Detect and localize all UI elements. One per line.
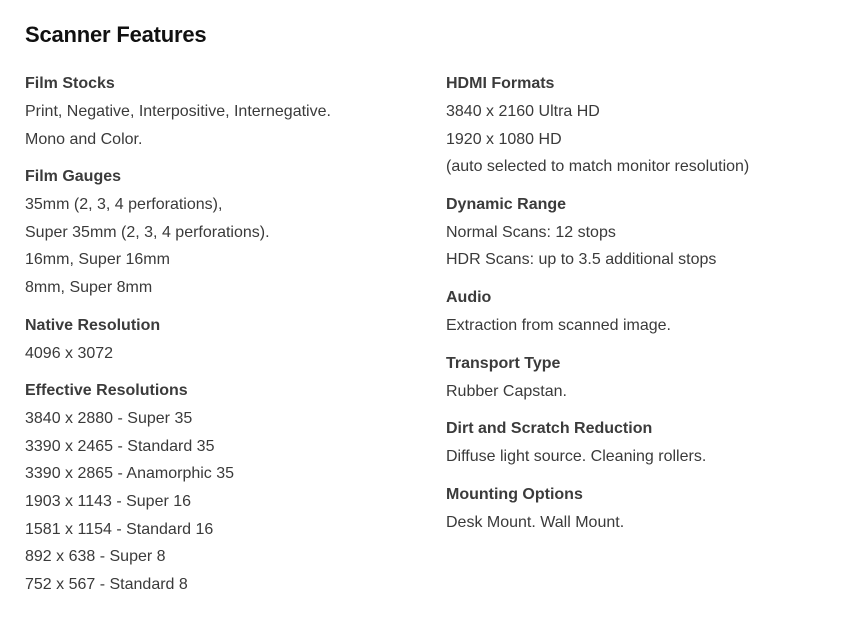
section-transport-type bbox=[446, 352, 846, 406]
spec-line: Extraction from scanned image. bbox=[446, 316, 671, 334]
left-column bbox=[25, 72, 425, 610]
spec-line: 1920 x 1080 HD bbox=[446, 130, 562, 148]
spec-line: Rubber Capstan. bbox=[446, 382, 567, 400]
spec-line: Mono and Color. bbox=[25, 130, 143, 148]
section-audio bbox=[446, 286, 846, 340]
section-film-stocks bbox=[25, 72, 425, 153]
section-heading: Film Stocks bbox=[25, 75, 115, 92]
spec-line: Super 35mm (2, 3, 4 perforations). bbox=[25, 223, 270, 241]
spec-line: HDR Scans: up to 3.5 additional stops bbox=[446, 251, 717, 269]
section-dynamic-range bbox=[446, 193, 846, 274]
section-heading: Mounting Options bbox=[446, 485, 583, 503]
spec-line: 4096 x 3072 bbox=[25, 344, 114, 362]
section-heading: Audio bbox=[446, 288, 492, 306]
section-heading: HDMI Formats bbox=[446, 75, 555, 92]
spec-line: 1903 x 1143 - Super 16 bbox=[25, 492, 192, 510]
spec-line: Diffuse light source. Cleaning rollers. bbox=[446, 448, 707, 466]
section-film-gauges bbox=[25, 165, 425, 301]
section-heading: Dirt and Scratch Reduction bbox=[446, 420, 653, 438]
spec-line: 3390 x 2865 - Anamorphic 35 bbox=[25, 465, 235, 483]
spec-line: Desk Mount. Wall Mount. bbox=[446, 513, 625, 531]
spec-line: (auto selected to match monitor resolution) bbox=[446, 158, 750, 176]
section-mounting-options bbox=[446, 483, 846, 537]
spec-line: 3840 x 2160 Ultra HD bbox=[446, 103, 600, 120]
section-heading: Native Resolution bbox=[25, 316, 161, 334]
spec-line: 3840 x 2880 - Super 35 bbox=[25, 410, 193, 428]
spec-line: 892 x 638 - Super 8 bbox=[25, 548, 166, 566]
spec-line: 35mm (2, 3, 4 perforations), bbox=[25, 196, 223, 214]
section-native-resolution bbox=[25, 314, 425, 368]
spec-line: 1581 x 1154 - Standard 16 bbox=[25, 520, 214, 538]
spec-line: 8mm, Super 8mm bbox=[25, 278, 153, 296]
spec-line: Normal Scans: 12 stops bbox=[446, 223, 616, 241]
section-heading: Transport Type bbox=[446, 354, 561, 372]
section-dirt-scratch-reduction bbox=[446, 417, 846, 471]
spec-line: 752 x 567 - Standard 8 bbox=[25, 575, 188, 593]
section-heading: Dynamic Range bbox=[446, 195, 567, 213]
section-heading: Effective Resolutions bbox=[25, 382, 188, 400]
spec-line: Print, Negative, Interpositive, Internegative. bbox=[25, 103, 331, 120]
page-title: Scanner Features bbox=[25, 22, 207, 47]
section-heading: Film Gauges bbox=[25, 168, 122, 186]
section-hdmi-formats bbox=[446, 72, 846, 181]
spec-line: 3390 x 2465 - Standard 35 bbox=[25, 437, 215, 455]
spec-line: 16mm, Super 16mm bbox=[25, 251, 170, 269]
right-column bbox=[446, 72, 846, 548]
section-effective-resolutions bbox=[25, 379, 425, 598]
